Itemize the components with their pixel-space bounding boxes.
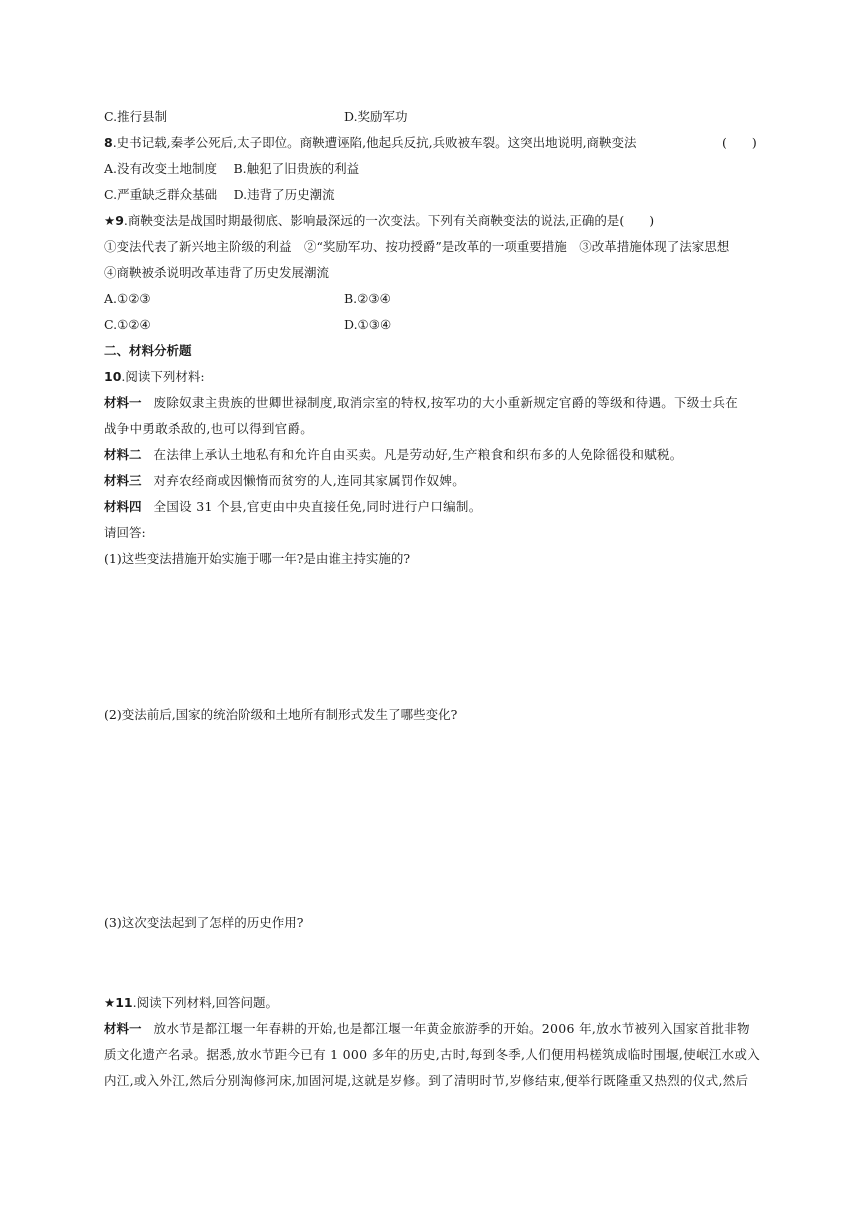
q8-options-ab: A.没有改变土地制度 B.触犯了旧贵族的利益 bbox=[104, 161, 360, 176]
q10-material-1-text: 废除奴隶主贵族的世卿世禄制度,取消宗室的特权,按军功的大小重新规定官爵的等级和待遇。下级士兵在 bbox=[153, 395, 739, 410]
q10-material-3-label: 材料三 bbox=[104, 473, 142, 488]
q10-subquestion-2: (2)变法前后,国家的统治阶级和土地所有制形式发生了哪些变化? bbox=[104, 707, 458, 722]
q9-stem-text: .商鞅变法是战国时期最彻底、影响最深远的一次变法。下列有关商鞅变法的说法,正确的是( ) bbox=[123, 213, 655, 228]
q11-material-1-line3: 内江,或入外江,然后分别淘修河床,加固河堤,这就是岁修。到了清明时节,岁修结束,便举行既隆重又热烈的仪式,然后 bbox=[104, 1073, 749, 1088]
q9-option-a: A.①②③ bbox=[104, 291, 151, 306]
q11-material-1-text: 放水节是都江堰一年春耕的开始,也是都江堰一年黄金旅游季的开始。2006 年,放水节被列入国家首批非物 bbox=[153, 1021, 750, 1036]
q8-number: 8 bbox=[104, 135, 113, 150]
q8-stem-text: .史书记载,秦孝公死后,太子即位。商鞅遭诬陷,他起兵反抗,兵败被车裂。这突出地说明,商鞅变法 bbox=[112, 135, 637, 150]
q10-material-3 bbox=[104, 472, 465, 490]
q10-material-2 bbox=[104, 446, 683, 464]
q9-option-b: B.②③④ bbox=[344, 291, 391, 306]
q11-stem bbox=[104, 994, 278, 1012]
q11-material-1-line2: 质文化遗产名录。据悉,放水节距今已有 1 000 多年的历史,古时,每到冬季,人们便用杩槎筑成临时围堰,使岷江水或入 bbox=[104, 1047, 761, 1062]
q9-options-cd bbox=[104, 316, 392, 334]
q10-subquestion-1: (1)这些变法措施开始实施于哪一年?是由谁主持实施的? bbox=[104, 551, 411, 566]
q8-options-cd: C.严重缺乏群众基础 D.违背了历史潮流 bbox=[104, 187, 335, 202]
q10-stem-text: .阅读下列材料: bbox=[121, 369, 205, 384]
q10-stem bbox=[104, 368, 205, 386]
section-title: 二、材料分析题 bbox=[104, 343, 192, 358]
q9-statements-line1: ①变法代表了新兴地主阶级的利益 ②“奖励军功、按功授爵”是改革的一项重要措施 ③改革措施体现了法家思想 bbox=[104, 239, 730, 254]
q11-material-1-line1 bbox=[104, 1020, 750, 1038]
q7-options-cd bbox=[104, 108, 408, 126]
q10-material-1-line2: 战争中勇敢杀敌的,也可以得到官爵。 bbox=[104, 421, 314, 436]
q11-number: ★11 bbox=[104, 995, 133, 1010]
q10-prompt: 请回答: bbox=[104, 525, 146, 540]
q9-option-d: D.①③④ bbox=[344, 317, 392, 332]
q8-answer-paren: ( ) bbox=[722, 135, 757, 150]
q10-material-1-line1 bbox=[104, 394, 738, 412]
q9-statements-line2: ④商鞅被杀说明改革违背了历史发展潮流 bbox=[104, 265, 330, 280]
q9-number: ★9 bbox=[104, 213, 124, 228]
q8-stem bbox=[104, 134, 637, 152]
q10-material-4-text: 全国设 31 个县,官吏由中央直接任免,同时进行户口编制。 bbox=[153, 499, 482, 514]
q11-material-1-label: 材料一 bbox=[104, 1021, 142, 1036]
q7-option-d: D.奖励军功 bbox=[344, 109, 408, 124]
q7-option-c: C.推行县制 bbox=[104, 109, 168, 124]
q10-material-2-label: 材料二 bbox=[104, 447, 142, 462]
q9-option-c: C.①②④ bbox=[104, 317, 151, 332]
q10-material-4-label: 材料四 bbox=[104, 499, 142, 514]
q9-options-ab bbox=[104, 290, 391, 308]
q10-material-4 bbox=[104, 498, 482, 516]
q9-stem bbox=[104, 212, 654, 230]
q10-material-1-label: 材料一 bbox=[104, 395, 142, 410]
q10-material-2-text: 在法律上承认土地私有和允许自由买卖。凡是劳动好,生产粮食和织布多的人免除徭役和赋税。 bbox=[153, 447, 683, 462]
q10-material-3-text: 对弃农经商或因懒惰而贫穷的人,连同其家属罚作奴婢。 bbox=[153, 473, 465, 488]
q11-stem-text: .阅读下列材料,回答问题。 bbox=[132, 995, 279, 1010]
q10-subquestion-3: (3)这次变法起到了怎样的历史作用? bbox=[104, 915, 304, 930]
q10-number: 10 bbox=[104, 369, 122, 384]
